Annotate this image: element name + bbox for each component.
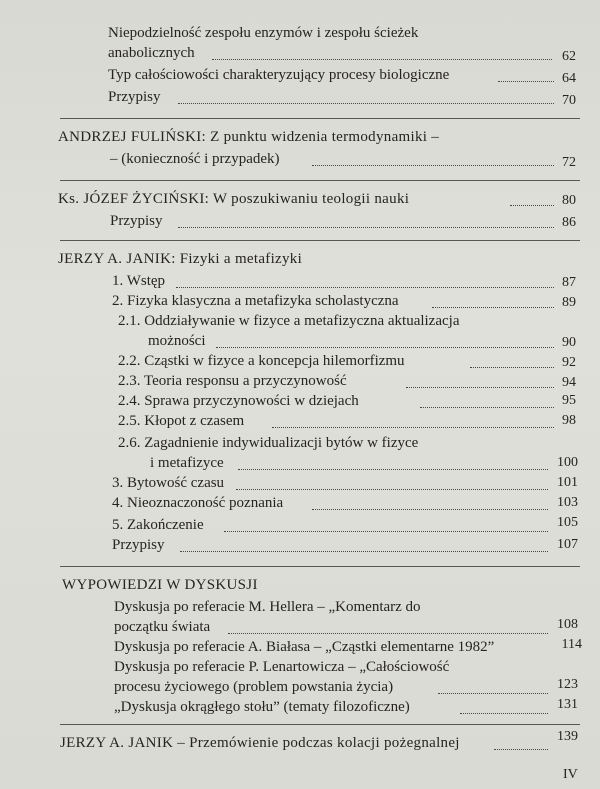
toc-item: 2.4. Sprawa przyczynowości w dziejach — [118, 393, 359, 409]
toc-item-cont: i metafizyce — [150, 455, 224, 471]
toc-entry: ANDRZEJ FULIŃSKI: Z punktu widzenia termodynamiki – — [58, 129, 440, 145]
toc-entry: Przypisy — [108, 89, 161, 105]
page-number: 107 — [557, 537, 578, 552]
dot-leader — [438, 693, 548, 694]
toc-item: 5. Zakończenie — [112, 517, 204, 533]
page-number: 103 — [557, 495, 578, 510]
dot-leader — [312, 509, 548, 510]
dot-leader — [236, 489, 548, 490]
page-number: 62 — [562, 49, 576, 64]
toc-entry: Przypisy — [110, 213, 163, 229]
toc-item-cont: możności — [148, 333, 206, 349]
dot-leader — [460, 713, 548, 714]
toc-entry: Ks. JÓZEF ŻYCIŃSKI: W poszukiwaniu teologii nauki — [58, 191, 410, 207]
page-number: 89 — [562, 295, 576, 310]
page-number: 101 — [557, 475, 578, 490]
page-number: 139 — [557, 729, 578, 744]
toc-item-cont: początku świata — [114, 619, 211, 635]
page-number: 87 — [562, 275, 576, 290]
section-divider — [60, 724, 580, 725]
dot-leader — [176, 287, 554, 288]
dot-leader — [178, 103, 554, 104]
page-number: 114 — [561, 637, 582, 652]
toc-item-cont: procesu życiowego (problem powstania życia) — [114, 679, 394, 695]
section-header: WYPOWIEDZI W DYSKUSJI — [62, 577, 258, 593]
toc-entry: Niepodzielność zespołu enzymów i zespołu ścieżek — [108, 25, 419, 41]
toc-item: „Dyskusja okrągłego stołu” (tematy filozoficzne) — [114, 699, 410, 715]
toc-item: 2.5. Kłopot z czasem — [118, 413, 245, 429]
dot-leader — [228, 633, 548, 634]
section-divider — [60, 118, 580, 119]
page-number: 86 — [562, 215, 576, 230]
page-folio: IV — [563, 767, 578, 782]
section-header: JERZY A. JANIK: Fizyki a metafizyki — [58, 251, 303, 267]
page-number: 92 — [562, 355, 576, 370]
page-number: 131 — [557, 697, 578, 712]
dot-leader — [212, 59, 552, 60]
dot-leader — [180, 551, 548, 552]
page-number: 70 — [562, 93, 576, 108]
dot-leader — [216, 347, 554, 348]
page-number: 72 — [562, 155, 576, 170]
toc-item: Przypisy — [112, 537, 165, 553]
section-divider — [60, 240, 580, 241]
toc-item: 4. Nieoznaczoność poznania — [112, 495, 284, 511]
dot-leader — [406, 387, 554, 388]
page-number: 123 — [557, 677, 578, 692]
page-number: 98 — [562, 413, 576, 428]
toc-entry: JERZY A. JANIK – Przemówienie podczas kolacji pożegnalnej — [60, 735, 460, 751]
toc-item: 2.2. Cząstki w fizyce a koncepcja hilemorfizmu — [118, 353, 405, 369]
page-number: 105 — [557, 515, 578, 530]
dot-leader — [178, 227, 554, 228]
toc-item: Dyskusja po referacie A. Białasa – „Cząstki elementarne 1982” — [114, 639, 495, 655]
toc-entry: Typ całościowości charakteryzujący procesy biologiczne — [108, 67, 450, 83]
dot-leader — [224, 531, 548, 532]
toc-item: Dyskusja po referacie P. Lenartowicza – „Całościowość — [114, 659, 450, 675]
dot-leader — [272, 427, 554, 428]
toc-item: 1. Wstęp — [112, 273, 166, 289]
dot-leader — [312, 165, 554, 166]
page-number: 108 — [557, 617, 578, 632]
page-number: 80 — [562, 193, 576, 208]
toc-item: 3. Bytowość czasu — [112, 475, 225, 491]
page-number: 64 — [562, 71, 576, 86]
toc-item: 2.6. Zagadnienie indywidualizacji bytów w fizyce — [118, 435, 419, 451]
dot-leader — [238, 469, 548, 470]
section-divider — [60, 566, 580, 567]
page-number: 90 — [562, 335, 576, 350]
dot-leader — [494, 749, 548, 750]
section-divider — [60, 180, 580, 181]
dot-leader — [420, 407, 554, 408]
toc-item: 2.1. Oddziaływanie w fizyce a metafizyczna aktualizacja — [118, 313, 460, 329]
page-number: 95 — [562, 393, 576, 408]
toc-entry-cont: anabolicznych — [108, 45, 195, 61]
page-number: 100 — [557, 455, 578, 470]
toc-item: 2.3. Teoria responsu a przyczynowość — [118, 373, 347, 389]
toc-item: 2. Fizyka klasyczna a metafizyka scholastyczna — [112, 293, 399, 309]
toc-entry-cont: – (konieczność i przypadek) — [110, 151, 280, 167]
page-number: 94 — [562, 375, 576, 390]
toc-item: Dyskusja po referacie M. Hellera – „Komentarz do — [114, 599, 421, 615]
